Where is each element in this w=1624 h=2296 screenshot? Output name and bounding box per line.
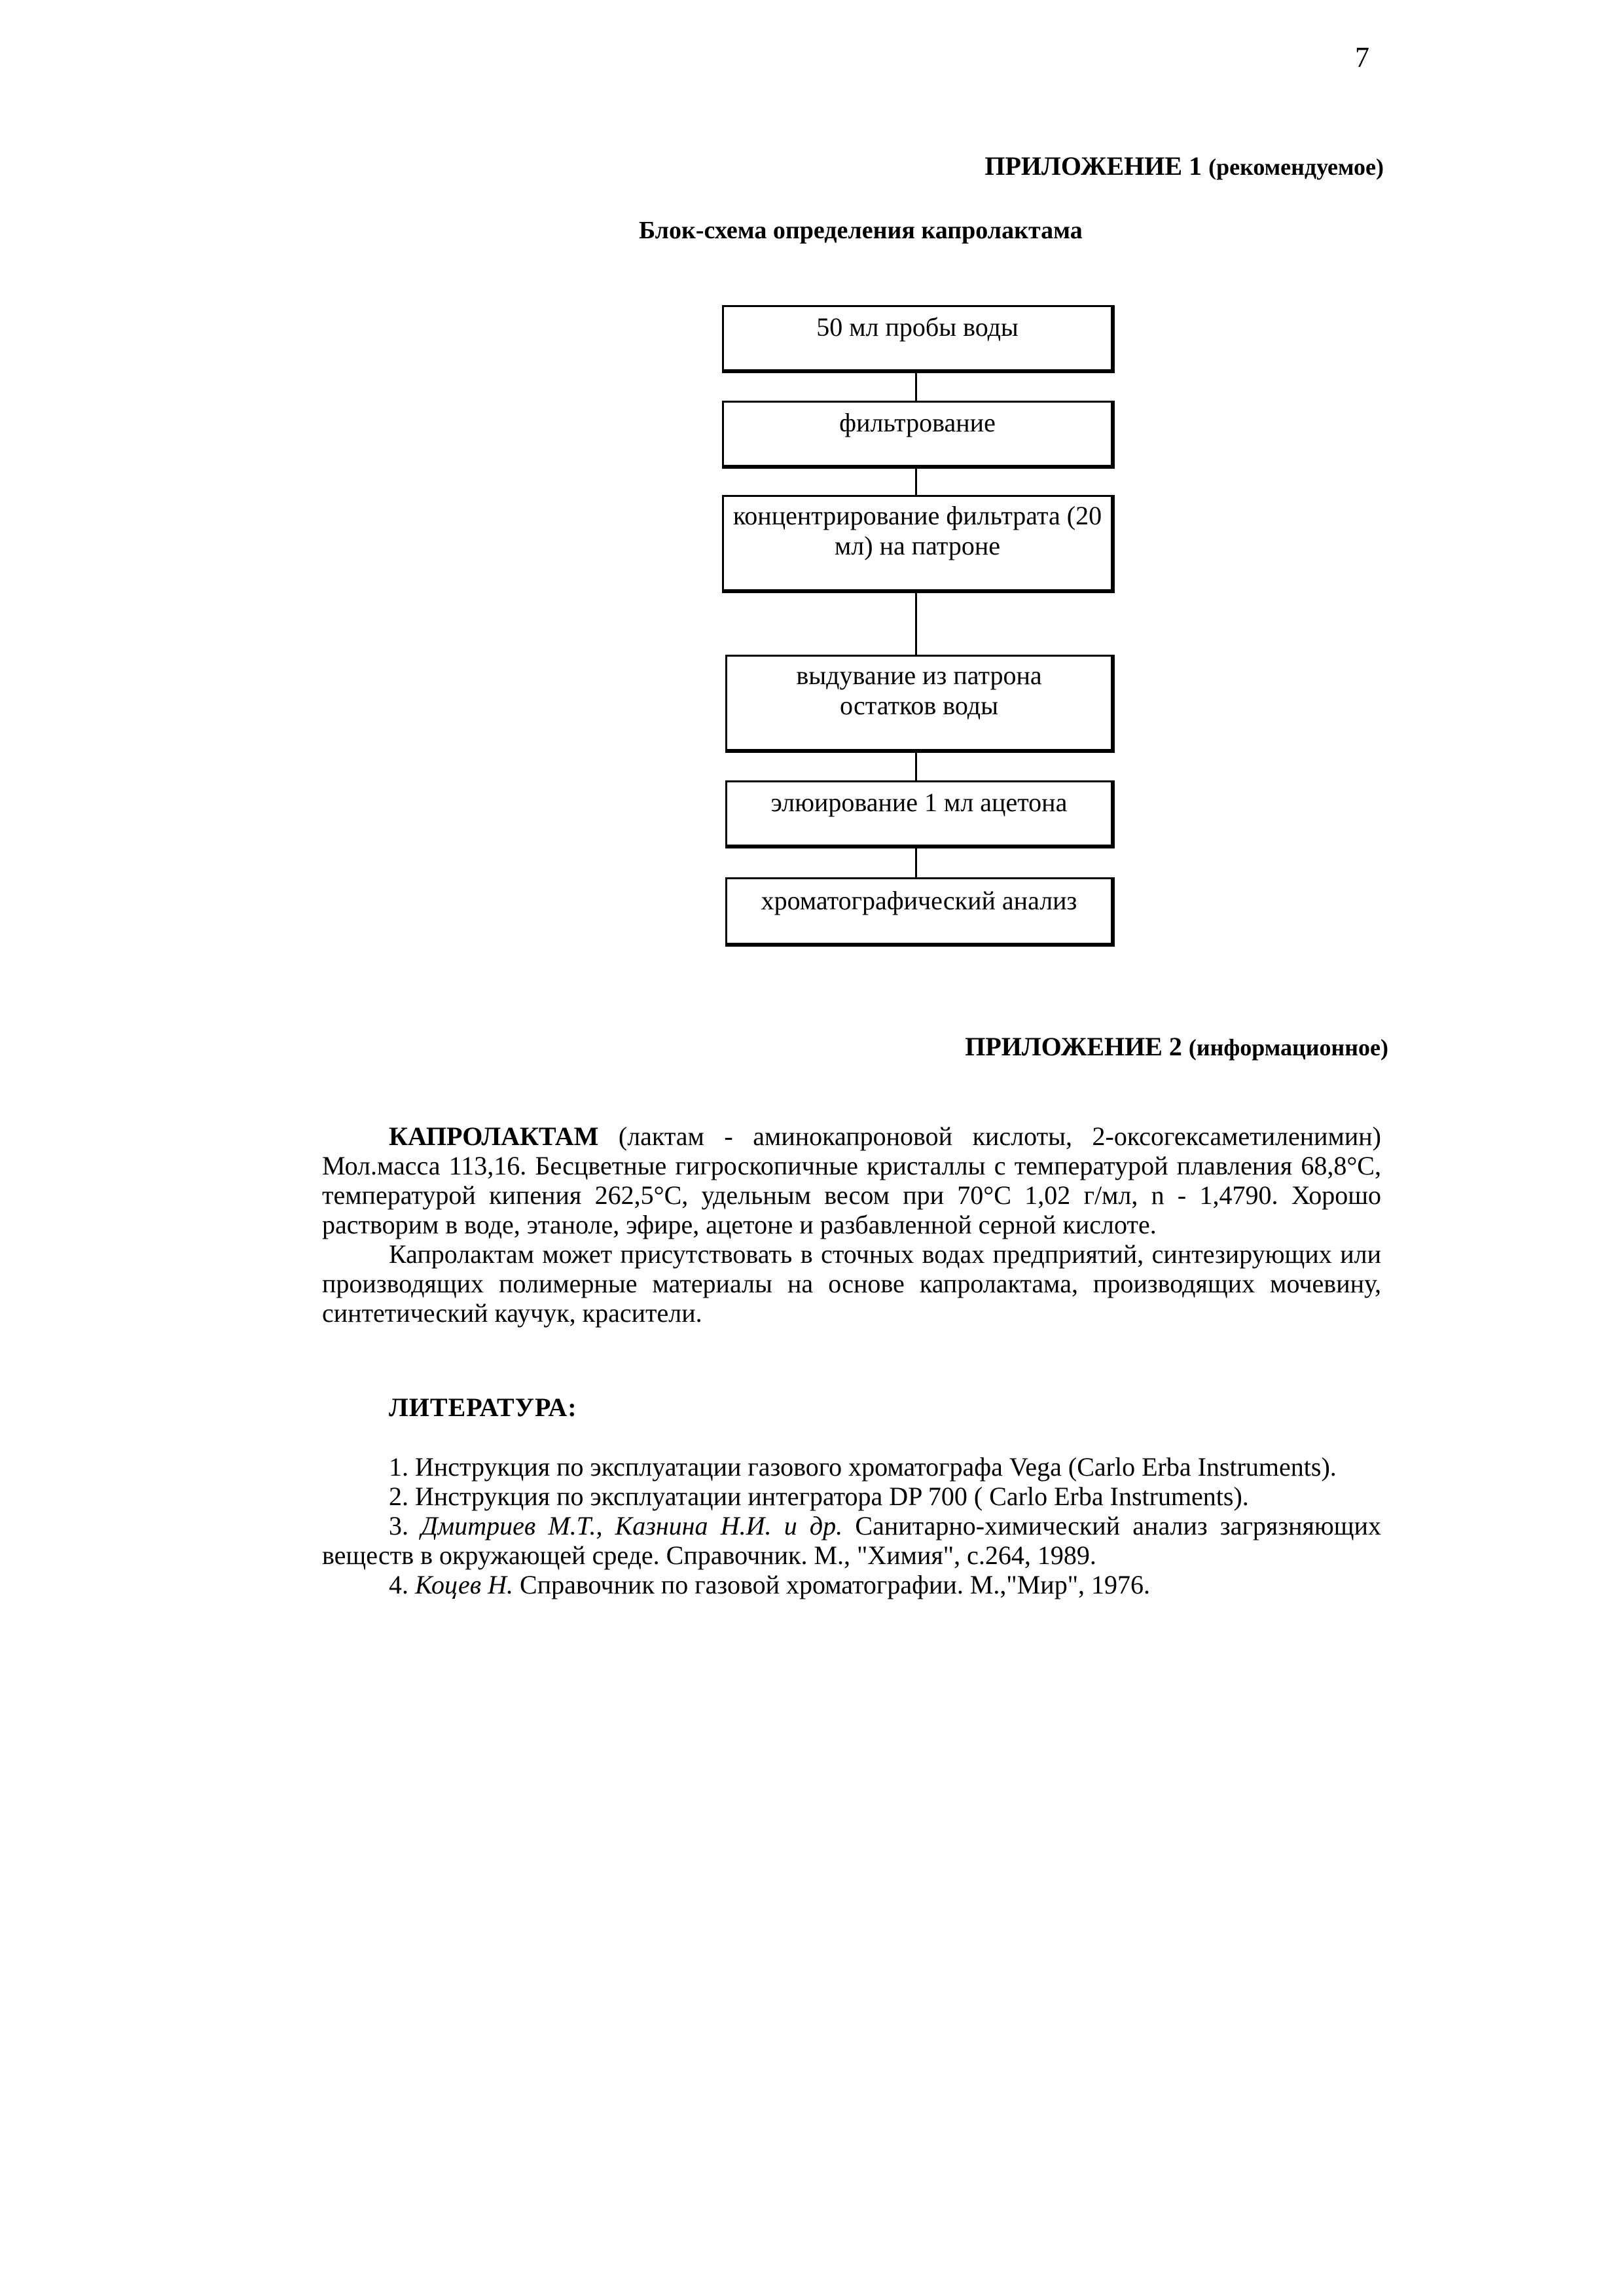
flowchart-connector [915, 848, 917, 877]
literature-item-text: Инструкция по эксплуатации интегратора DP 700 ( Carlo Erba Instruments). [408, 1482, 1249, 1511]
literature-item-number: 4. [389, 1570, 408, 1599]
literature-item-number: 2. [389, 1482, 408, 1511]
description-paragraph [322, 1121, 1381, 1239]
appendix-2-note: (информационное) [1188, 1034, 1388, 1061]
flowchart-step-drying: выдувание из патрона остатков воды [725, 655, 1115, 753]
flowchart-step-analysis: хроматографический анализ [725, 877, 1115, 947]
flowchart-connector [915, 753, 917, 780]
caprolactam-description [322, 1121, 1381, 1328]
literature-item-text: Санитарно-химический анализ загрязняющих веществ в окружающей среде. Справочник. М., "Химия", с.264, 1989. [322, 1511, 1381, 1570]
literature-heading: ЛИТЕРАТУРА: [389, 1393, 577, 1422]
flowchart-connector [915, 593, 917, 655]
literature-item [322, 1570, 1381, 1599]
literature-list [322, 1452, 1381, 1599]
flowchart-step-elution: элюирование 1 мл ацетона [725, 780, 1115, 848]
flowchart-step-filtration: фильтрование [722, 401, 1115, 469]
flowchart-connector [915, 469, 917, 495]
page-number: 7 [1355, 41, 1369, 73]
literature-item-text: Инструкция по эксплуатации газового хроматографа Vega (Carlo Erba Instruments). [408, 1452, 1337, 1482]
description-text: (лактам - аминокапроновой кислоты, 2-оксогексаметиленимин) Мол.масса 113,16. Бесцветные гигроскопичные кристаллы с температурой плавления 68,8°С, температурой кипения 262,5°С, удельным весом при 70°С 1,02 г/мл, n - 1,4790. Хорошо растворим в воде, этаноле, эфире, ацетоне и разбавленной серной кислоте. [322, 1121, 1381, 1239]
literature-item-authors: Коцев Н. [408, 1570, 514, 1599]
appendix-2-heading [965, 1031, 1388, 1062]
flowchart-step-concentration: концентрирование фильтрата (20 мл) на патроне [722, 495, 1115, 593]
literature-item [322, 1511, 1381, 1570]
literature-item-number: 1. [389, 1452, 408, 1482]
flowchart-connector [915, 373, 917, 401]
appendix-1-heading [984, 151, 1384, 181]
description-paragraph: Капролактам может присутствовать в сточных водах предприятий, синтезирующих или производящих полимерные материалы на основе капролактама, производящих мочевину, синтетический каучук, красители. [322, 1239, 1381, 1328]
literature-item-number: 3. [389, 1511, 408, 1540]
flowchart-step-sample: 50 мл пробы воды [722, 305, 1115, 373]
literature-item [322, 1482, 1381, 1511]
description-term: КАПРОЛАКТАМ [389, 1121, 599, 1151]
appendix-2-title: ПРИЛОЖЕНИЕ 2 [965, 1032, 1182, 1061]
flowchart-title: Блок-схема определения капролактама [639, 217, 1083, 244]
literature-item-text: Справочник по газовой хроматографии. М.,"Мир", 1976. [513, 1570, 1151, 1599]
literature-item-authors: Дмитриев М.Т., Казнина Н.И. и др. [408, 1511, 843, 1540]
appendix-1-title: ПРИЛОЖЕНИЕ 1 [984, 151, 1202, 181]
appendix-1-note: (рекомендуемое) [1208, 154, 1384, 180]
literature-item [322, 1452, 1381, 1482]
